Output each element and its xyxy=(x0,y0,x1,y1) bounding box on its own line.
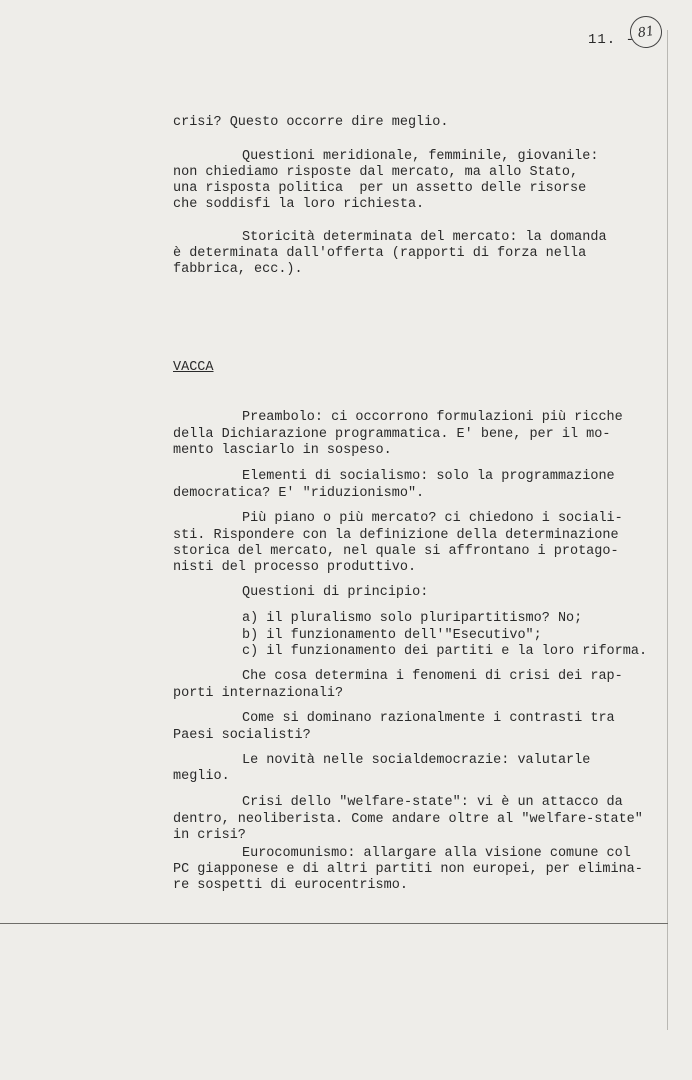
text-line: storica del mercato, nel quale si affrontano i protago- xyxy=(173,544,619,559)
text-line: Preambolo: ci occorrono formulazioni più ricche xyxy=(242,410,623,425)
text-line: fabbrica, ecc.). xyxy=(173,262,303,277)
text-line: Eurocomunismo: allargare alla visione comune col xyxy=(242,846,631,861)
right-margin-rule xyxy=(667,30,668,1030)
text-line: Che cosa determina i fenomeni di crisi dei rap- xyxy=(242,669,623,684)
text-line: Questioni meridionale, femminile, giovanile: xyxy=(242,149,599,164)
text-line: crisi? Questo occorre dire meglio. xyxy=(173,115,449,130)
text-line: nisti del processo produttivo. xyxy=(173,560,417,575)
bottom-rule xyxy=(0,923,668,924)
text-line: sti. Rispondere con la definizione della determinazione xyxy=(173,528,619,543)
page-number: 11. - xyxy=(588,32,636,48)
list-item: c) il funzionamento dei partiti e la loro riforma. xyxy=(242,644,648,659)
archive-stamp: 81 xyxy=(628,14,664,50)
list-item: a) il pluralismo solo pluripartitismo? No; xyxy=(242,611,583,626)
text-line: Più piano o più mercato? ci chiedono i sociali- xyxy=(242,511,623,526)
text-line: Storicità determinata del mercato: la domanda xyxy=(242,230,607,245)
text-line: Questioni di principio: xyxy=(242,585,429,600)
section-title: VACCA xyxy=(173,360,214,375)
text-line: della Dichiarazione programmatica. E' bene, per il mo- xyxy=(173,427,611,442)
text-line: Elementi di socialismo: solo la programmazione xyxy=(242,469,615,484)
text-line: dentro, neoliberista. Come andare oltre al "welfare-state" xyxy=(173,812,643,827)
text-line: Crisi dello "welfare-state": vi è un attacco da xyxy=(242,795,623,810)
text-line: porti internazionali? xyxy=(173,686,344,701)
text-line: democratica? E' "riduzionismo". xyxy=(173,486,425,501)
text-line: in crisi? xyxy=(173,828,246,843)
text-line: una risposta politica per un assetto delle risorse xyxy=(173,181,587,196)
text-line: non chiediamo risposte dal mercato, ma allo Stato, xyxy=(173,165,579,180)
text-line: Paesi socialisti? xyxy=(173,728,311,743)
text-line: PC giapponese e di altri partiti non europei, per elimina- xyxy=(173,862,643,877)
text-line: Le novità nelle socialdemocrazie: valutarle xyxy=(242,753,591,768)
text-line: meglio. xyxy=(173,769,230,784)
text-line: mento lasciarlo in sospeso. xyxy=(173,443,392,458)
text-line: che soddisfi la loro richiesta. xyxy=(173,197,425,212)
text-line: re sospetti di eurocentrismo. xyxy=(173,878,408,893)
text-line: è determinata dall'offerta (rapporti di forza nella xyxy=(173,246,587,261)
list-item: b) il funzionamento dell'"Esecutivo"; xyxy=(242,628,542,643)
text-line: Come si dominano razionalmente i contrasti tra xyxy=(242,711,615,726)
